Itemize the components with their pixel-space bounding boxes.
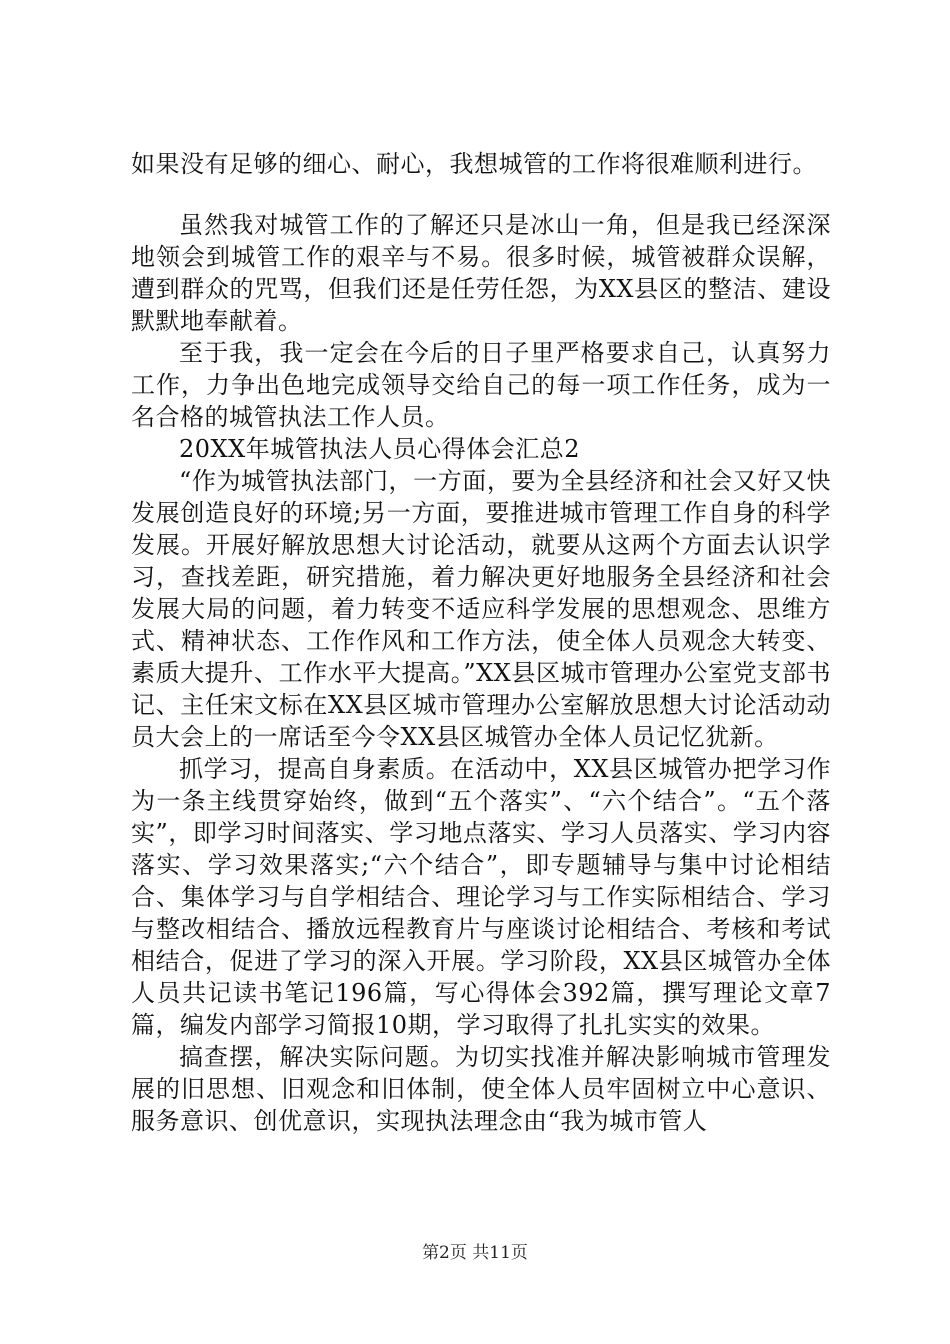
paragraph-continuation: 如果没有足够的细心、耐心，我想城管的工作将很难顺利进行。 (131, 150, 817, 178)
paragraph: 虽然我对城管工作的了解还只是冰山一角，但是我已经深深地领会到城管工作的艰辛与不易。很多时候，城管被群众误解，遭到群众的咒骂，但我们还是任劳任怨，为XX县区的整洁、建设默默地奉献着。 (131, 211, 831, 335)
paragraph: “作为城管执法部门，一方面，要为全县经济和社会又好又快发展创造良好的环境;另一方面，要推进城市管理工作自身的科学发展。开展好解放思想大讨论活动，就要从这两个方面去认识学习，查找差距，研究措施，着力解决更好地服务全县经济和社会发展大局的问题，着力转变不适应科学发展的思想观念、思维方式、精神状态、工作作风和工作方法，使全体人员观念大转变、素质大提升、工作水平大提高。”XX县区城市管理办公室党支部书记、主任宋文标在XX县区城市管理办公室解放思想大讨论活动动员大会上的一席话至今令XX县区城管办全体人员记忆犹新。 (131, 467, 831, 751)
paragraph: 至于我，我一定会在今后的日子里严格要求自己，认真努力工作，力争出色地完成领导交给自己的每一项工作任务，成为一名合格的城管执法工作人员。 (131, 339, 831, 431)
paragraph: 搞查摆，解决实际问题。为切实找准并解决影响城市管理发展的旧思想、旧观念和旧体制，使全体人员牢固树立中心意识、服务意识、创优意识，实现执法理念由“我为城市管人 (131, 1043, 831, 1135)
document-body (131, 148, 831, 1137)
paragraph: 抓学习，提高自身素质。在活动中，XX县区城管办把学习作为一条主线贯穿始终，做到“五个落实”、“六个结合”。“五个落实”，即学习时间落实、学习地点落实、学习人员落实、学习内容落实、学习效果落实;“六个结合”，即专题辅导与集中讨论相结合、集体学习与自学相结合、理论学习与工作实际相结合、学习与整改相结合、播放远程教育片与座谈讨论相结合、考核和考试相结合，促进了学习的深入开展。学习阶段，XX县区城管办全体人员共记读书笔记196篇，写心得体会392篇，撰写理论文章7篇，编发内部学习简报10期，学习取得了扎扎实实的效果。 (131, 755, 831, 1039)
section-heading: 20XX年城管执法人员心得体会汇总2 (179, 435, 580, 463)
page-number-footer: 第2页 共11页 (422, 1243, 528, 1263)
